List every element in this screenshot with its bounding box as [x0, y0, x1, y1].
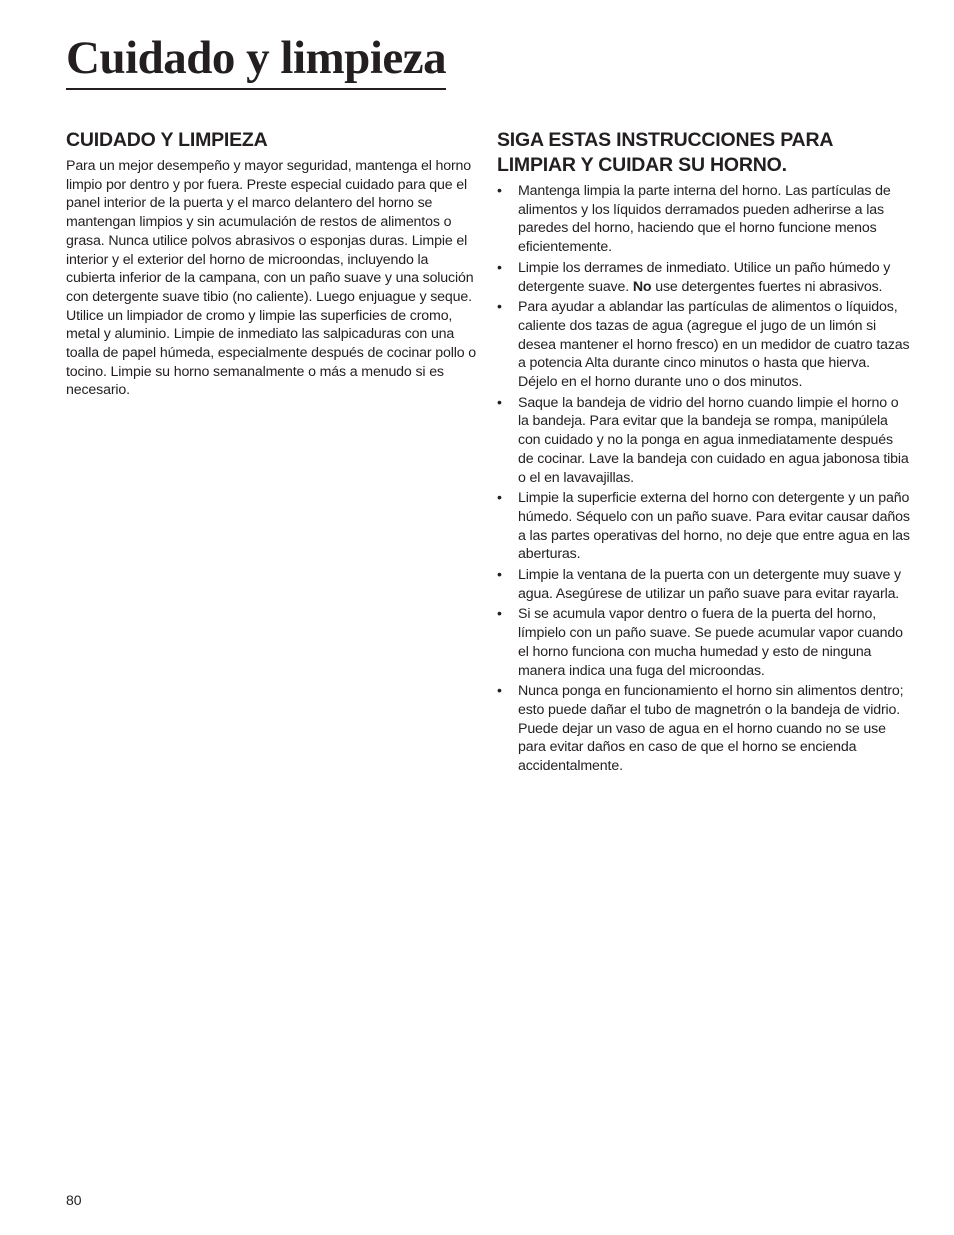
list-item: [497, 605, 911, 680]
list-item-text: Mantenga limpia la parte interna del horno. Las partículas de alimentos y los líquidos derramados pueden adherirse a las paredes del horno, haciendo que el horno funcione menos eficientemente.: [518, 183, 891, 256]
list-item-text-before: Limpie los derrames de inmediato. Utilice un paño húmedo y detergente suave.: [518, 259, 891, 295]
list-item-text: Para ayudar a ablandar las partículas de alimentos o líquidos, caliente dos tazas de agua (agregue el jugo de un limón si desea mantener el horno fresco) en un medidor de cuatro tazas a potencia Alta durante cinco minutos o hasta que hierva. Déjelo en el horno durante uno o dos minutos.: [518, 299, 910, 391]
heading-line-1: SIGA ESTAS INSTRUCCIONES PARA: [497, 129, 834, 151]
list-item: [497, 566, 911, 603]
bullet-icon: •: [497, 259, 502, 276]
page-title: Cuidado y limpieza: [66, 30, 446, 90]
list-item-text-after: use detergentes fuertes ni abrasivos.: [651, 278, 883, 295]
list-item: [497, 259, 911, 296]
list-item-text: Saque la bandeja de vidrio del horno cuando limpie el horno o la bandeja. Para evitar que la bandeja se rompa, manipúlela con cuidado y no la ponga en agua inmediatamente después de cocinar. Lave la bandeja con cuidado en agua jabonosa tibia o el en lavavajillas.: [518, 394, 909, 486]
list-item-text: [518, 260, 890, 295]
bullet-icon: •: [497, 394, 502, 411]
list-item: [497, 182, 911, 257]
list-item: [497, 394, 911, 488]
left-column: [66, 128, 478, 400]
section-heading-instrucciones: [497, 128, 911, 178]
bullet-icon: •: [497, 606, 502, 623]
bullet-icon: •: [497, 183, 502, 199]
bullet-icon: •: [497, 490, 502, 507]
list-item: [497, 489, 911, 564]
list-item-text: Nunca ponga en funcionamiento el horno sin alimentos dentro; esto puede dañar el tubo de magnetrón o la bandeja de vidrio. Puede dejar un vaso de agua en el horno cuando no se use para evitar daños en caso de que el horno se encienda accidentalmente.: [518, 683, 904, 775]
list-item-text: Si se acumula vapor dentro o fuera de la puerta del horno, límpielo con un paño suave. Se puede acumular vapor cuando el horno funciona con mucha humedad y esto de ninguna manera indica una fuga del microondas.: [518, 606, 903, 679]
bullet-icon: •: [497, 683, 502, 700]
list-item-text: Limpie la ventana de la puerta con un detergente muy suave y agua. Asegúrese de utilizar un paño suave para evitar rayarla.: [518, 567, 901, 602]
page-number: 80: [66, 1192, 82, 1208]
cuidado-paragraph: Para un mejor desempeño y mayor seguridad, mantenga el horno limpio por dentro y por fuera. Preste especial cuidado para que el panel interior de la puerta y el marco delantero del horno se mantengan limpios y sin acumulación de restos de alimentos o grasa. Nunca utilice polvos abrasivos o esponjas duras. Limpie el interior y el exterior del horno de microondas, incluyendo la cubierta inferior de la campana, con un paño suave y una solución con detergente suave tibio (no caliente). Luego enjuague y seque. Utilice un limpiador de cromo y limpie las superficies de cromo, metal y aluminio. Limpie de inmediato las salpicaduras con una toalla de papel húmeda, especialmente después de cocinar pollo o tocino. Limpie su horno semanalmente o más a menudo si es necesario.: [66, 158, 477, 399]
bullet-icon: •: [497, 567, 502, 584]
list-item: [497, 298, 911, 392]
instructions-list: [497, 182, 911, 776]
list-item-text: Limpie la superficie externa del horno con detergente y un paño húmedo. Séquelo con un paño suave. Para evitar causar daños a las partes operativas del horno, no deje que entre agua en las aberturas.: [518, 490, 910, 563]
emphasis-no: No: [632, 278, 652, 295]
bullet-icon: •: [497, 299, 502, 316]
right-column: [497, 128, 911, 778]
section-heading-cuidado: CUIDADO Y LIMPIEZA: [66, 129, 268, 151]
heading-line-2: LIMPIAR Y CUIDAR SU HORNO.: [497, 154, 787, 176]
list-item: [497, 682, 911, 776]
